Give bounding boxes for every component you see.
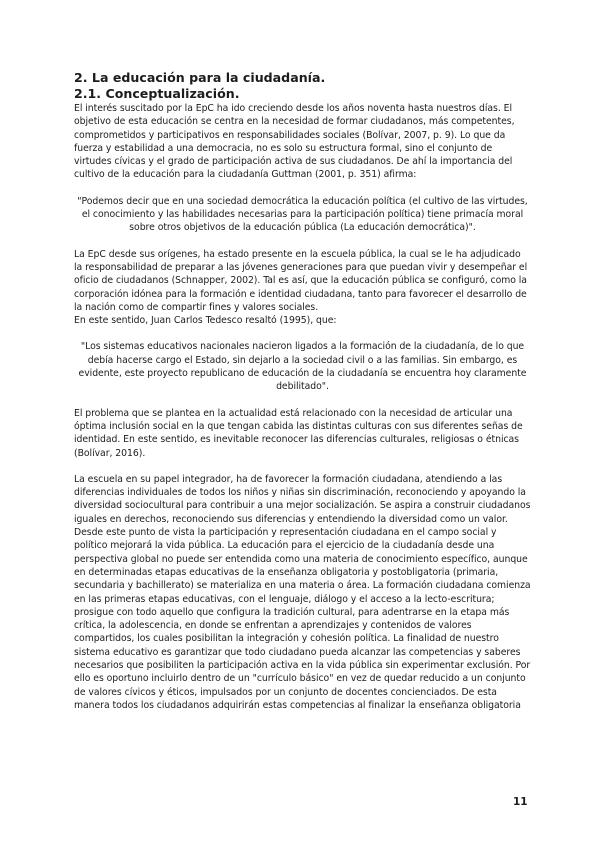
paragraph-tedesco-intro: En este sentido, Juan Carlos Tedesco resaltó (1995), que: xyxy=(74,315,337,327)
spacer xyxy=(74,394,531,407)
section-heading: 2. La educación para la ciudadanía. xyxy=(74,70,326,85)
page-number: 11 xyxy=(513,796,528,808)
subsection-heading: 2.1. Conceptualización. xyxy=(74,86,240,101)
spacer xyxy=(74,235,531,248)
spacer xyxy=(74,460,531,473)
spacer xyxy=(74,182,531,195)
block-quote-tedesco: "Los sistemas educativos nacionales nacieron ligados a la formación de la ciudadanía, de lo que debía hacerse cargo el Estado, sin dejarlo a la sociedad civil o a las familias. Sin embargo, es evidente, este proyecto republicano de educación de la ciudadanía se encuentra hoy claramente debilitado". xyxy=(78,341,527,393)
paragraph-origins: La EpC desde sus orígenes, ha estado presente en la escuela pública, la cual se le ha adjudicado la responsabilidad de preparar a las jóvenes generaciones para que puedan vivir y desempeñar el oficio de ciudadanos (Schnapper, 2002). Tal es así, que la educación pública se configuró, como la corporación idónea para la formación e identidad ciudadana, tanto para favorecer el desarrollo de la nación como de compartir fines y valores sociales. xyxy=(74,248,528,313)
block-quote-guttman: "Podemos decir que en una sociedad democrática la educación política (el cultivo de las virtudes, el conocimiento y las habilidades necesarias para la participación política) tiene primacía moral sobre otros objetivos de la educación pública (La educación democrática)". xyxy=(77,195,528,234)
spacer xyxy=(74,327,531,340)
document-page xyxy=(74,70,531,712)
paragraph-school-role: La escuela en su papel integrador, ha de favorecer la formación ciudadana, atendiendo a las diferencias individuales de todos los niños y niñas sin discriminación, reconociendo y apoyando la diversidad sociocultural para contribuir a una mejor socialización. Se aspira a construir ciudadanos iguales en derechos, reconociendo sus diferencias y entendiendo la diversidad como un valor. Desde este punto de vista la participación y representación ciudadana en el campo social y político mejorará la vida pública. La educación para el ejercicio de la ciudadanía desde una perspectiva global no puede ser entendida como una materia de conocimiento específico, aunque en determinadas etapas educativas de la enseñanza obligatoria y postobligatoria (primaria, secundaria y bachillerato) se materializa en una materia o área. La formación ciudadana comienza en las primeras etapas educativas, con el lenguaje, diálogo y el acceso a la lecto-escritura; prosigue con todo aquello que configura la tradición cultural, para adentrarse en la etapa más crítica, la adolescencia, en donde se enfrentan a aprendizajes y contenidos de valores compartidos, los cuales posibilitan la integración y cohesión política. La finalidad de nuestro sistema educativo es garantizar que todo ciudadano pueda alcanzar las competencias y saberes necesarios que posibiliten la participación activa en la vida pública sin experimentar exclusión. Por ello es oportuno incluirlo dentro de un "currículo básico" en vez de quedar reducido a un conjunto de valores cívicos y éticos, impulsados por un conjunto de docentes concienciados. De esta manera todos los ciudadanos adquirirán estas competencias al finalizar la enseñanza obligatoria xyxy=(74,473,531,711)
paragraph-intro: El interés suscitado por la EpC ha ido creciendo desde los años noventa hasta nuestros días. El objetivo de esta educación se centra en la necesidad de formar ciudadanos, más competentes, comprometidos y participativos en responsabilidades sociales (Bolívar, 2007, p. 9). Lo que da fuerza y estabilidad a una democracia, no es solo su estructura formal, sino el conjunto de virtudes cívicas y el grado de participación activa de sus ciudadanos. De ahí la importancia del cultivo de la educación para la ciudadanía Guttman (2001, p. 351) afirma: xyxy=(74,103,515,181)
paragraph-problem: El problema que se plantea en la actualidad está relacionado con la necesidad de articular una óptima inclusión social en la que tengan cabida las distintas culturas con sus diferentes señas de identidad. En este sentido, es inevitable reconocer las diferencias culturales, religiosas o étnicas (Bolívar, 2016). xyxy=(74,407,523,459)
